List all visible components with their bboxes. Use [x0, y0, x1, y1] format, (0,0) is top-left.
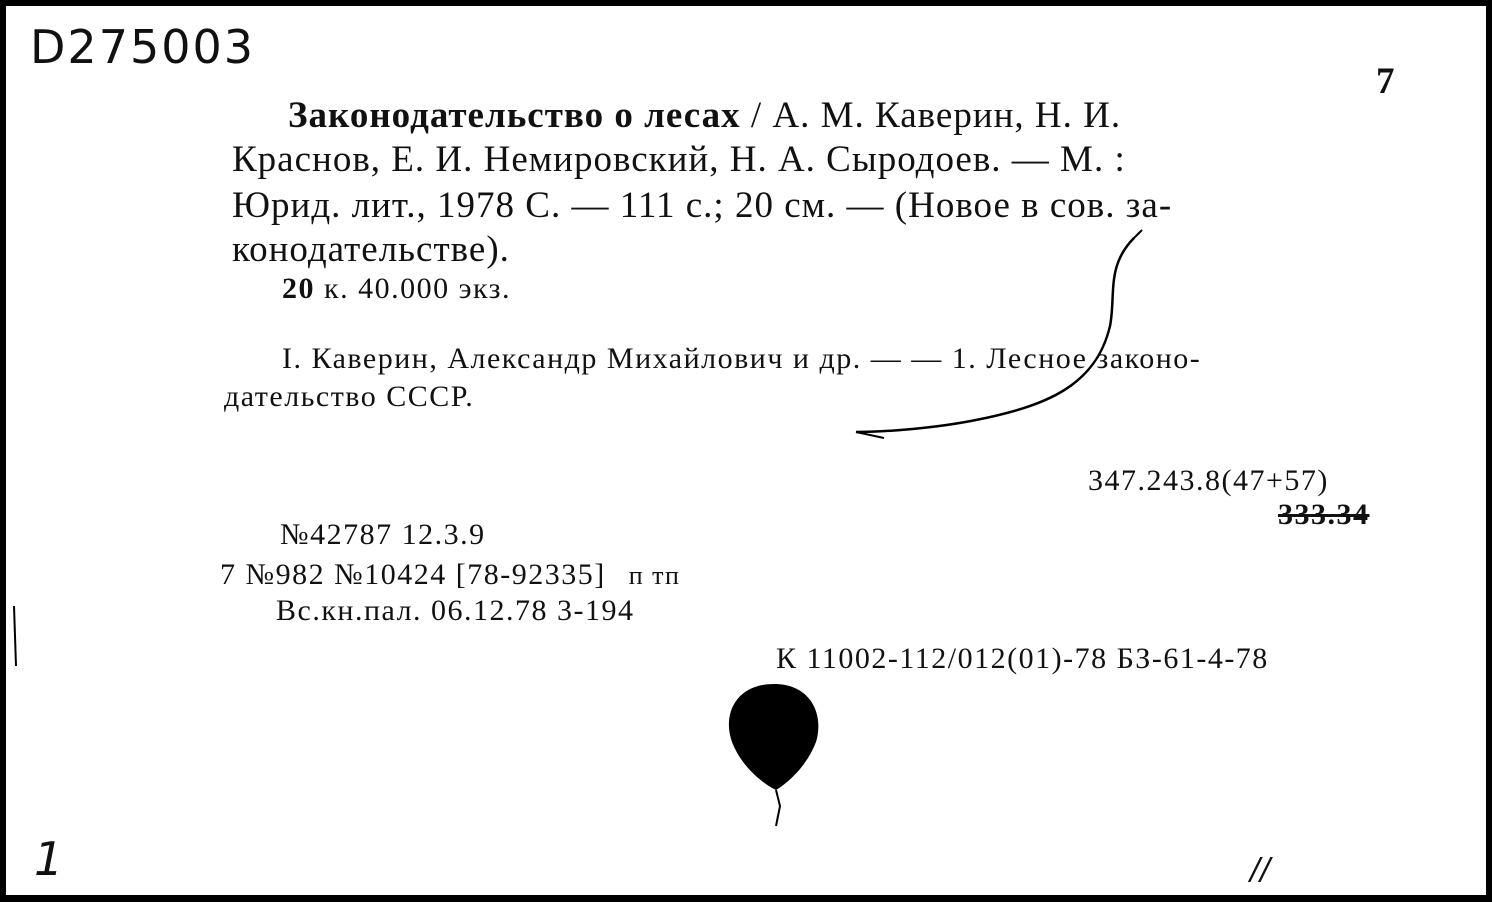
handwritten-corner-mark: 1: [34, 832, 66, 886]
authors-start: / А. М. Каверин, Н. И.: [750, 95, 1122, 136]
admin-numbers: 7 №982 №10424 [78-92335]: [220, 558, 606, 591]
price: 20: [282, 272, 315, 305]
arrow-tail: [1134, 230, 1142, 238]
old-classification-code: 333.34: [1278, 498, 1370, 531]
pencil-mark: //: [1250, 852, 1271, 887]
print-run: к. 40.000 экз.: [324, 272, 511, 305]
card-drawings: [6, 6, 1490, 899]
entry-line-4: конодательстве).: [232, 229, 510, 270]
udc-code: 347.243.8(47+57): [1088, 464, 1329, 497]
hand-drawn-link-arrow: [856, 238, 1134, 432]
catalog-card: [4, 4, 1488, 897]
admin-line-3: Вс.кн.пал. 06.12.78 3-194: [276, 594, 635, 627]
entry-number: 7: [1376, 61, 1396, 102]
punch-hole-tail: [776, 790, 780, 826]
entry-line-2: Краснов, Е. И. Немировский, Н. А. Сыродоев. — М. :: [232, 139, 1126, 180]
admin-line-4: К 11002-112/012(01)-78 БЗ-61-4-78: [776, 642, 1269, 675]
admin-marks: п тп: [628, 561, 681, 590]
edge-mark: [14, 606, 16, 666]
tracings-line-1: I. Каверин, Александр Михайлович и др. — — 1. Лесное законо-: [282, 342, 1202, 375]
punch-hole: [729, 684, 818, 790]
admin-line-1: №42787 12.3.9: [280, 518, 486, 551]
book-title: Законодательство о лесах: [288, 95, 741, 136]
entry-line-3: Юрид. лит., 1978 С. — 111 с.; 20 см. — (Новое в сов. за-: [232, 185, 1173, 226]
handwritten-card-number: D275003: [30, 20, 256, 74]
tracings-line-2: дательство СССР.: [224, 380, 475, 413]
